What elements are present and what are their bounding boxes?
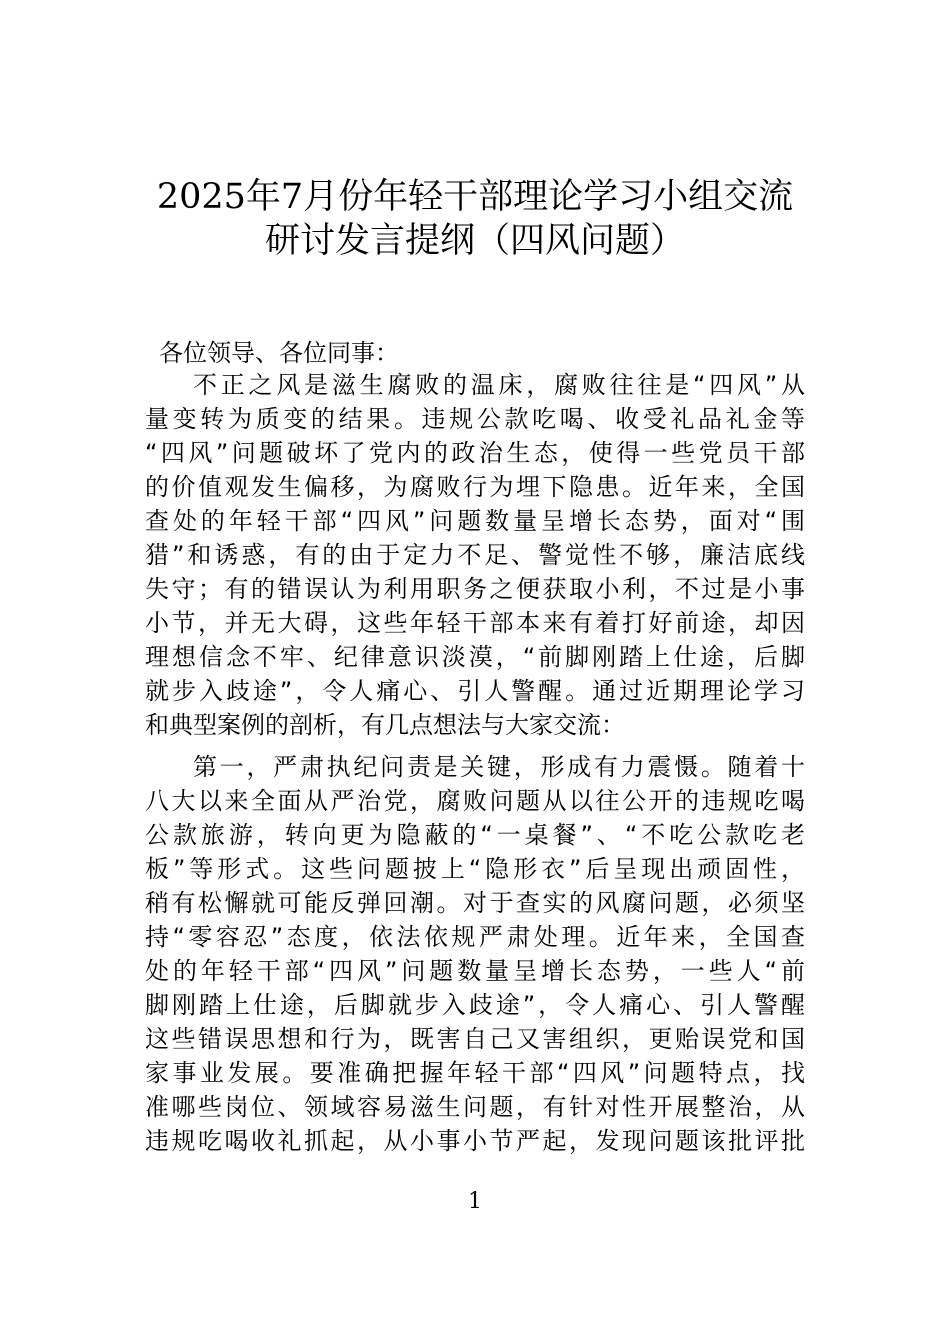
paragraph-1-line: 查处的年轻干部“四风”问题数量呈增长态势，面对“围 [145, 507, 805, 535]
paragraph-1-line: 失守；有的错误认为利用职务之便获取小利，不过是小事 [145, 575, 805, 603]
paragraph-1-line: “四风”问题破坏了党内的政治生态，使得一些党员干部 [145, 439, 805, 467]
paragraph-2-line: 公款旅游，转向更为隐蔽的“一桌餐”、“不吃公款吃老 [145, 821, 805, 849]
paragraph-1-line: 就步入歧途”，令人痛心、引人警醒。通过近期理论学习 [145, 677, 805, 705]
paragraph-1-line: 理想信念不牢、纪律意识淡漠，“前脚刚踏上仕途，后脚 [145, 643, 805, 671]
paragraph-1-line: 量变转为质变的结果。违规公款吃喝、收受礼品礼金等 [145, 405, 805, 433]
paragraph-2-line: 准哪些岗位、领域容易滋生问题，有针对性开展整治，从 [145, 1093, 805, 1121]
paragraph-2-line: 持“零容忍”态度，依法依规严肃处理。近年来，全国查 [145, 923, 805, 951]
paragraph-2-line: 家事业发展。要准确把握年轻干部“四风”问题特点，找 [145, 1059, 805, 1087]
paragraph-2-line: 这些错误思想和行为，既害自己又害组织，更贻误党和国 [145, 1025, 805, 1053]
paragraph-2-line: 脚刚踏上仕途，后脚就步入歧途”，令人痛心、引人警醒 [145, 991, 805, 1019]
paragraph-2-line: 八大以来全面从严治党，腐败问题从以往公开的违规吃喝 [145, 787, 805, 815]
paragraph-1-line: 和典型案例的剖析，有几点想法与大家交流： [145, 711, 625, 739]
paragraph-1-line: 的价值观发生偏移，为腐败行为埋下隐患。近年来，全国 [145, 473, 805, 501]
paragraph-2-line: 稍有松懈就可能反弹回潮。对于查实的风腐问题，必须坚 [145, 889, 805, 917]
paragraph-2-line: 违规吃喝收礼抓起，从小事小节严起，发现问题该批评批 [145, 1127, 805, 1155]
paragraph-2-line: 处的年轻干部“四风”问题数量呈增长态势，一些人“前 [145, 957, 805, 985]
paragraph-1-line: 小节，并无大碍，这些年轻干部本来有着打好前途，却因 [145, 609, 805, 637]
document-title-line-1: 2025年7月份年轻干部理论学习小组交流 [156, 177, 794, 217]
paragraph-2-line: 板”等形式。这些问题披上“隐形衣”后呈现出顽固性， [145, 855, 805, 883]
paragraph-1-line: 猎”和诱惑，有的由于定力不足、警觉性不够，廉洁底线 [145, 541, 805, 569]
page-number: 1 [468, 1189, 482, 1214]
paragraph-1-line: 不正之风是滋生腐败的温床，腐败往往是“四风”从 [193, 371, 805, 399]
paragraph-2-line: 第一，严肃执纪问责是关键，形成有力震慑。随着十 [193, 753, 805, 781]
document-title-line-2: 研讨发言提纲（四风问题） [264, 221, 685, 261]
greeting: 各位领导、各位同事： [159, 339, 399, 367]
